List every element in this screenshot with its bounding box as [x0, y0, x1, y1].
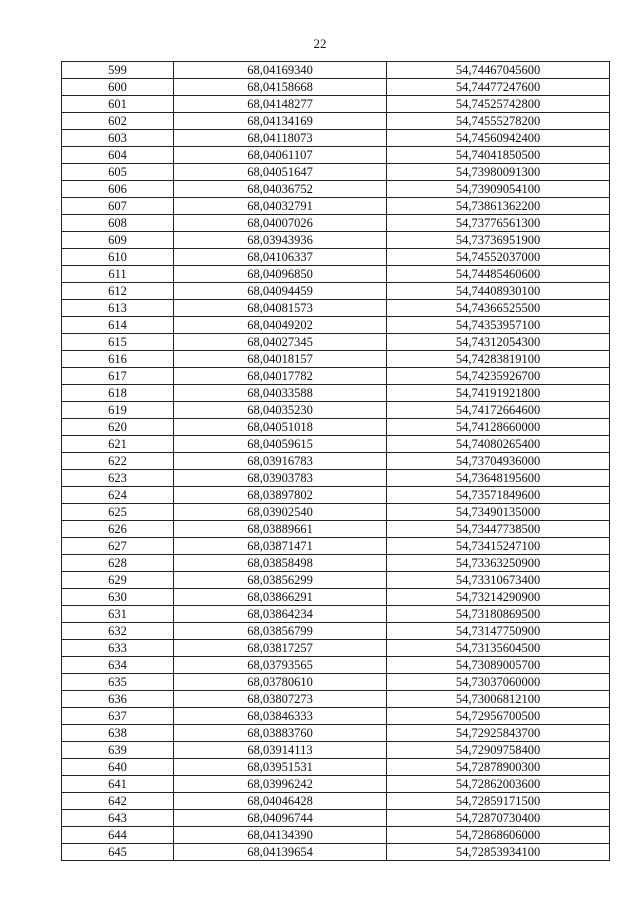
table-row	[62, 181, 610, 198]
point-number-cell: 630	[62, 589, 174, 606]
x-coordinate-cell: 68,03889661	[174, 521, 387, 538]
table-row	[62, 623, 610, 640]
x-coordinate-cell: 68,04106337	[174, 249, 387, 266]
y-coordinate-cell: 54,73447738500	[387, 521, 610, 538]
point-number-cell: 603	[62, 130, 174, 147]
point-number-cell: 615	[62, 334, 174, 351]
y-coordinate-cell: 54,73704936000	[387, 453, 610, 470]
point-number-cell: 621	[62, 436, 174, 453]
point-number-cell: 612	[62, 283, 174, 300]
x-coordinate-cell: 68,03856799	[174, 623, 387, 640]
table-row	[62, 793, 610, 810]
table-row	[62, 504, 610, 521]
table-row	[62, 419, 610, 436]
x-coordinate-cell: 68,04148277	[174, 96, 387, 113]
point-number-cell: 624	[62, 487, 174, 504]
x-coordinate-cell: 68,04134169	[174, 113, 387, 130]
x-coordinate-cell: 68,03916783	[174, 453, 387, 470]
x-coordinate-cell: 68,03807273	[174, 691, 387, 708]
table-row	[62, 640, 610, 657]
x-coordinate-cell: 68,03914113	[174, 742, 387, 759]
x-coordinate-cell: 68,04118073	[174, 130, 387, 147]
point-number-cell: 605	[62, 164, 174, 181]
table-row	[62, 113, 610, 130]
table-row	[62, 657, 610, 674]
table-row	[62, 742, 610, 759]
table-row	[62, 249, 610, 266]
table-row	[62, 96, 610, 113]
x-coordinate-cell: 68,03996242	[174, 776, 387, 793]
point-number-cell: 636	[62, 691, 174, 708]
x-coordinate-cell: 68,04033588	[174, 385, 387, 402]
y-coordinate-cell: 54,73310673400	[387, 572, 610, 589]
table-row	[62, 487, 610, 504]
point-number-cell: 606	[62, 181, 174, 198]
table-row	[62, 283, 610, 300]
table-row	[62, 334, 610, 351]
y-coordinate-cell: 54,73648195600	[387, 470, 610, 487]
point-number-cell: 632	[62, 623, 174, 640]
x-coordinate-cell: 68,04007026	[174, 215, 387, 232]
point-number-cell: 633	[62, 640, 174, 657]
x-coordinate-cell: 68,03897802	[174, 487, 387, 504]
y-coordinate-cell: 54,73089005700	[387, 657, 610, 674]
y-coordinate-cell: 54,72862003600	[387, 776, 610, 793]
y-coordinate-cell: 54,74172664600	[387, 402, 610, 419]
y-coordinate-cell: 54,74080265400	[387, 436, 610, 453]
point-number-cell: 637	[62, 708, 174, 725]
point-number-cell: 608	[62, 215, 174, 232]
y-coordinate-cell: 54,73980091300	[387, 164, 610, 181]
table-row	[62, 521, 610, 538]
y-coordinate-cell: 54,73909054100	[387, 181, 610, 198]
y-coordinate-cell: 54,74235926700	[387, 368, 610, 385]
table-row	[62, 555, 610, 572]
point-number-cell: 638	[62, 725, 174, 742]
x-coordinate-cell: 68,03817257	[174, 640, 387, 657]
table-row	[62, 351, 610, 368]
x-coordinate-cell: 68,04036752	[174, 181, 387, 198]
y-coordinate-cell: 54,72868606000	[387, 827, 610, 844]
y-coordinate-cell: 54,74477247600	[387, 79, 610, 96]
y-coordinate-cell: 54,74283819100	[387, 351, 610, 368]
table-row	[62, 436, 610, 453]
x-coordinate-cell: 68,03858498	[174, 555, 387, 572]
point-number-cell: 625	[62, 504, 174, 521]
table-row	[62, 674, 610, 691]
x-coordinate-cell: 68,04139654	[174, 844, 387, 861]
y-coordinate-cell: 54,73736951900	[387, 232, 610, 249]
y-coordinate-cell: 54,74467045600	[387, 62, 610, 79]
x-coordinate-cell: 68,04051018	[174, 419, 387, 436]
coordinates-table	[61, 61, 610, 861]
table-row	[62, 776, 610, 793]
table-row	[62, 215, 610, 232]
point-number-cell: 622	[62, 453, 174, 470]
x-coordinate-cell: 68,03871471	[174, 538, 387, 555]
x-coordinate-cell: 68,03793565	[174, 657, 387, 674]
point-number-cell: 629	[62, 572, 174, 589]
point-number-cell: 602	[62, 113, 174, 130]
x-coordinate-cell: 68,04018157	[174, 351, 387, 368]
y-coordinate-cell: 54,72956700500	[387, 708, 610, 725]
x-coordinate-cell: 68,03883760	[174, 725, 387, 742]
y-coordinate-cell: 54,73006812100	[387, 691, 610, 708]
x-coordinate-cell: 68,04032791	[174, 198, 387, 215]
x-coordinate-cell: 68,04096744	[174, 810, 387, 827]
y-coordinate-cell: 54,74312054300	[387, 334, 610, 351]
table-row	[62, 827, 610, 844]
point-number-cell: 609	[62, 232, 174, 249]
y-coordinate-cell: 54,74191921800	[387, 385, 610, 402]
point-number-cell: 631	[62, 606, 174, 623]
x-coordinate-cell: 68,03780610	[174, 674, 387, 691]
table-row	[62, 198, 610, 215]
y-coordinate-cell: 54,73214290900	[387, 589, 610, 606]
table-row	[62, 130, 610, 147]
x-coordinate-cell: 68,03846333	[174, 708, 387, 725]
y-coordinate-cell: 54,74041850500	[387, 147, 610, 164]
point-number-cell: 642	[62, 793, 174, 810]
x-coordinate-cell: 68,03864234	[174, 606, 387, 623]
point-number-cell: 601	[62, 96, 174, 113]
y-coordinate-cell: 54,73861362200	[387, 198, 610, 215]
table-row	[62, 385, 610, 402]
table-row	[62, 606, 610, 623]
y-coordinate-cell: 54,73776561300	[387, 215, 610, 232]
point-number-cell: 627	[62, 538, 174, 555]
point-number-cell: 599	[62, 62, 174, 79]
x-coordinate-cell: 68,04134390	[174, 827, 387, 844]
point-number-cell: 634	[62, 657, 174, 674]
table-row	[62, 453, 610, 470]
y-coordinate-cell: 54,74525742800	[387, 96, 610, 113]
y-coordinate-cell: 54,72853934100	[387, 844, 610, 861]
table-row	[62, 79, 610, 96]
point-number-cell: 619	[62, 402, 174, 419]
x-coordinate-cell: 68,03903783	[174, 470, 387, 487]
table-row	[62, 725, 610, 742]
table-row	[62, 266, 610, 283]
point-number-cell: 623	[62, 470, 174, 487]
table-row	[62, 62, 610, 79]
point-number-cell: 644	[62, 827, 174, 844]
x-coordinate-cell: 68,04046428	[174, 793, 387, 810]
point-number-cell: 628	[62, 555, 174, 572]
y-coordinate-cell: 54,73147750900	[387, 623, 610, 640]
point-number-cell: 607	[62, 198, 174, 215]
x-coordinate-cell: 68,03943936	[174, 232, 387, 249]
coordinates-table-body	[62, 62, 610, 861]
x-coordinate-cell: 68,04158668	[174, 79, 387, 96]
y-coordinate-cell: 54,72878900300	[387, 759, 610, 776]
point-number-cell: 626	[62, 521, 174, 538]
x-coordinate-cell: 68,04017782	[174, 368, 387, 385]
x-coordinate-cell: 68,04051647	[174, 164, 387, 181]
point-number-cell: 640	[62, 759, 174, 776]
point-number-cell: 620	[62, 419, 174, 436]
table-row	[62, 589, 610, 606]
point-number-cell: 618	[62, 385, 174, 402]
y-coordinate-cell: 54,74408930100	[387, 283, 610, 300]
y-coordinate-cell: 54,73415247100	[387, 538, 610, 555]
table-row	[62, 572, 610, 589]
table-row	[62, 708, 610, 725]
x-coordinate-cell: 68,03902540	[174, 504, 387, 521]
y-coordinate-cell: 54,72859171500	[387, 793, 610, 810]
table-row	[62, 317, 610, 334]
point-number-cell: 616	[62, 351, 174, 368]
x-coordinate-cell: 68,04096850	[174, 266, 387, 283]
y-coordinate-cell: 54,74353957100	[387, 317, 610, 334]
table-row	[62, 538, 610, 555]
y-coordinate-cell: 54,74552037000	[387, 249, 610, 266]
x-coordinate-cell: 68,04094459	[174, 283, 387, 300]
x-coordinate-cell: 68,04027345	[174, 334, 387, 351]
y-coordinate-cell: 54,74128660000	[387, 419, 610, 436]
x-coordinate-cell: 68,04061107	[174, 147, 387, 164]
table-row	[62, 402, 610, 419]
y-coordinate-cell: 54,72925843700	[387, 725, 610, 742]
y-coordinate-cell: 54,72909758400	[387, 742, 610, 759]
y-coordinate-cell: 54,72870730400	[387, 810, 610, 827]
y-coordinate-cell: 54,74560942400	[387, 130, 610, 147]
point-number-cell: 610	[62, 249, 174, 266]
point-number-cell: 614	[62, 317, 174, 334]
table-row	[62, 147, 610, 164]
x-coordinate-cell: 68,04059615	[174, 436, 387, 453]
table-row	[62, 759, 610, 776]
table-row	[62, 691, 610, 708]
y-coordinate-cell: 54,73363250900	[387, 555, 610, 572]
point-number-cell: 617	[62, 368, 174, 385]
y-coordinate-cell: 54,73135604500	[387, 640, 610, 657]
x-coordinate-cell: 68,04035230	[174, 402, 387, 419]
y-coordinate-cell: 54,73037060000	[387, 674, 610, 691]
y-coordinate-cell: 54,73571849600	[387, 487, 610, 504]
page-number: 22	[313, 36, 327, 51]
point-number-cell: 604	[62, 147, 174, 164]
x-coordinate-cell: 68,04049202	[174, 317, 387, 334]
point-number-cell: 639	[62, 742, 174, 759]
point-number-cell: 645	[62, 844, 174, 861]
point-number-cell: 641	[62, 776, 174, 793]
y-coordinate-cell: 54,73490135000	[387, 504, 610, 521]
y-coordinate-cell: 54,74485460600	[387, 266, 610, 283]
point-number-cell: 613	[62, 300, 174, 317]
x-coordinate-cell: 68,03951531	[174, 759, 387, 776]
point-number-cell: 600	[62, 79, 174, 96]
x-coordinate-cell: 68,03866291	[174, 589, 387, 606]
y-coordinate-cell: 54,74555278200	[387, 113, 610, 130]
table-row	[62, 470, 610, 487]
point-number-cell: 611	[62, 266, 174, 283]
table-row	[62, 844, 610, 861]
table-row	[62, 232, 610, 249]
table-row	[62, 300, 610, 317]
point-number-cell: 635	[62, 674, 174, 691]
x-coordinate-cell: 68,04169340	[174, 62, 387, 79]
y-coordinate-cell: 54,74366525500	[387, 300, 610, 317]
x-coordinate-cell: 68,03856299	[174, 572, 387, 589]
point-number-cell: 643	[62, 810, 174, 827]
y-coordinate-cell: 54,73180869500	[387, 606, 610, 623]
table-row	[62, 164, 610, 181]
table-row	[62, 368, 610, 385]
table-row	[62, 810, 610, 827]
x-coordinate-cell: 68,04081573	[174, 300, 387, 317]
